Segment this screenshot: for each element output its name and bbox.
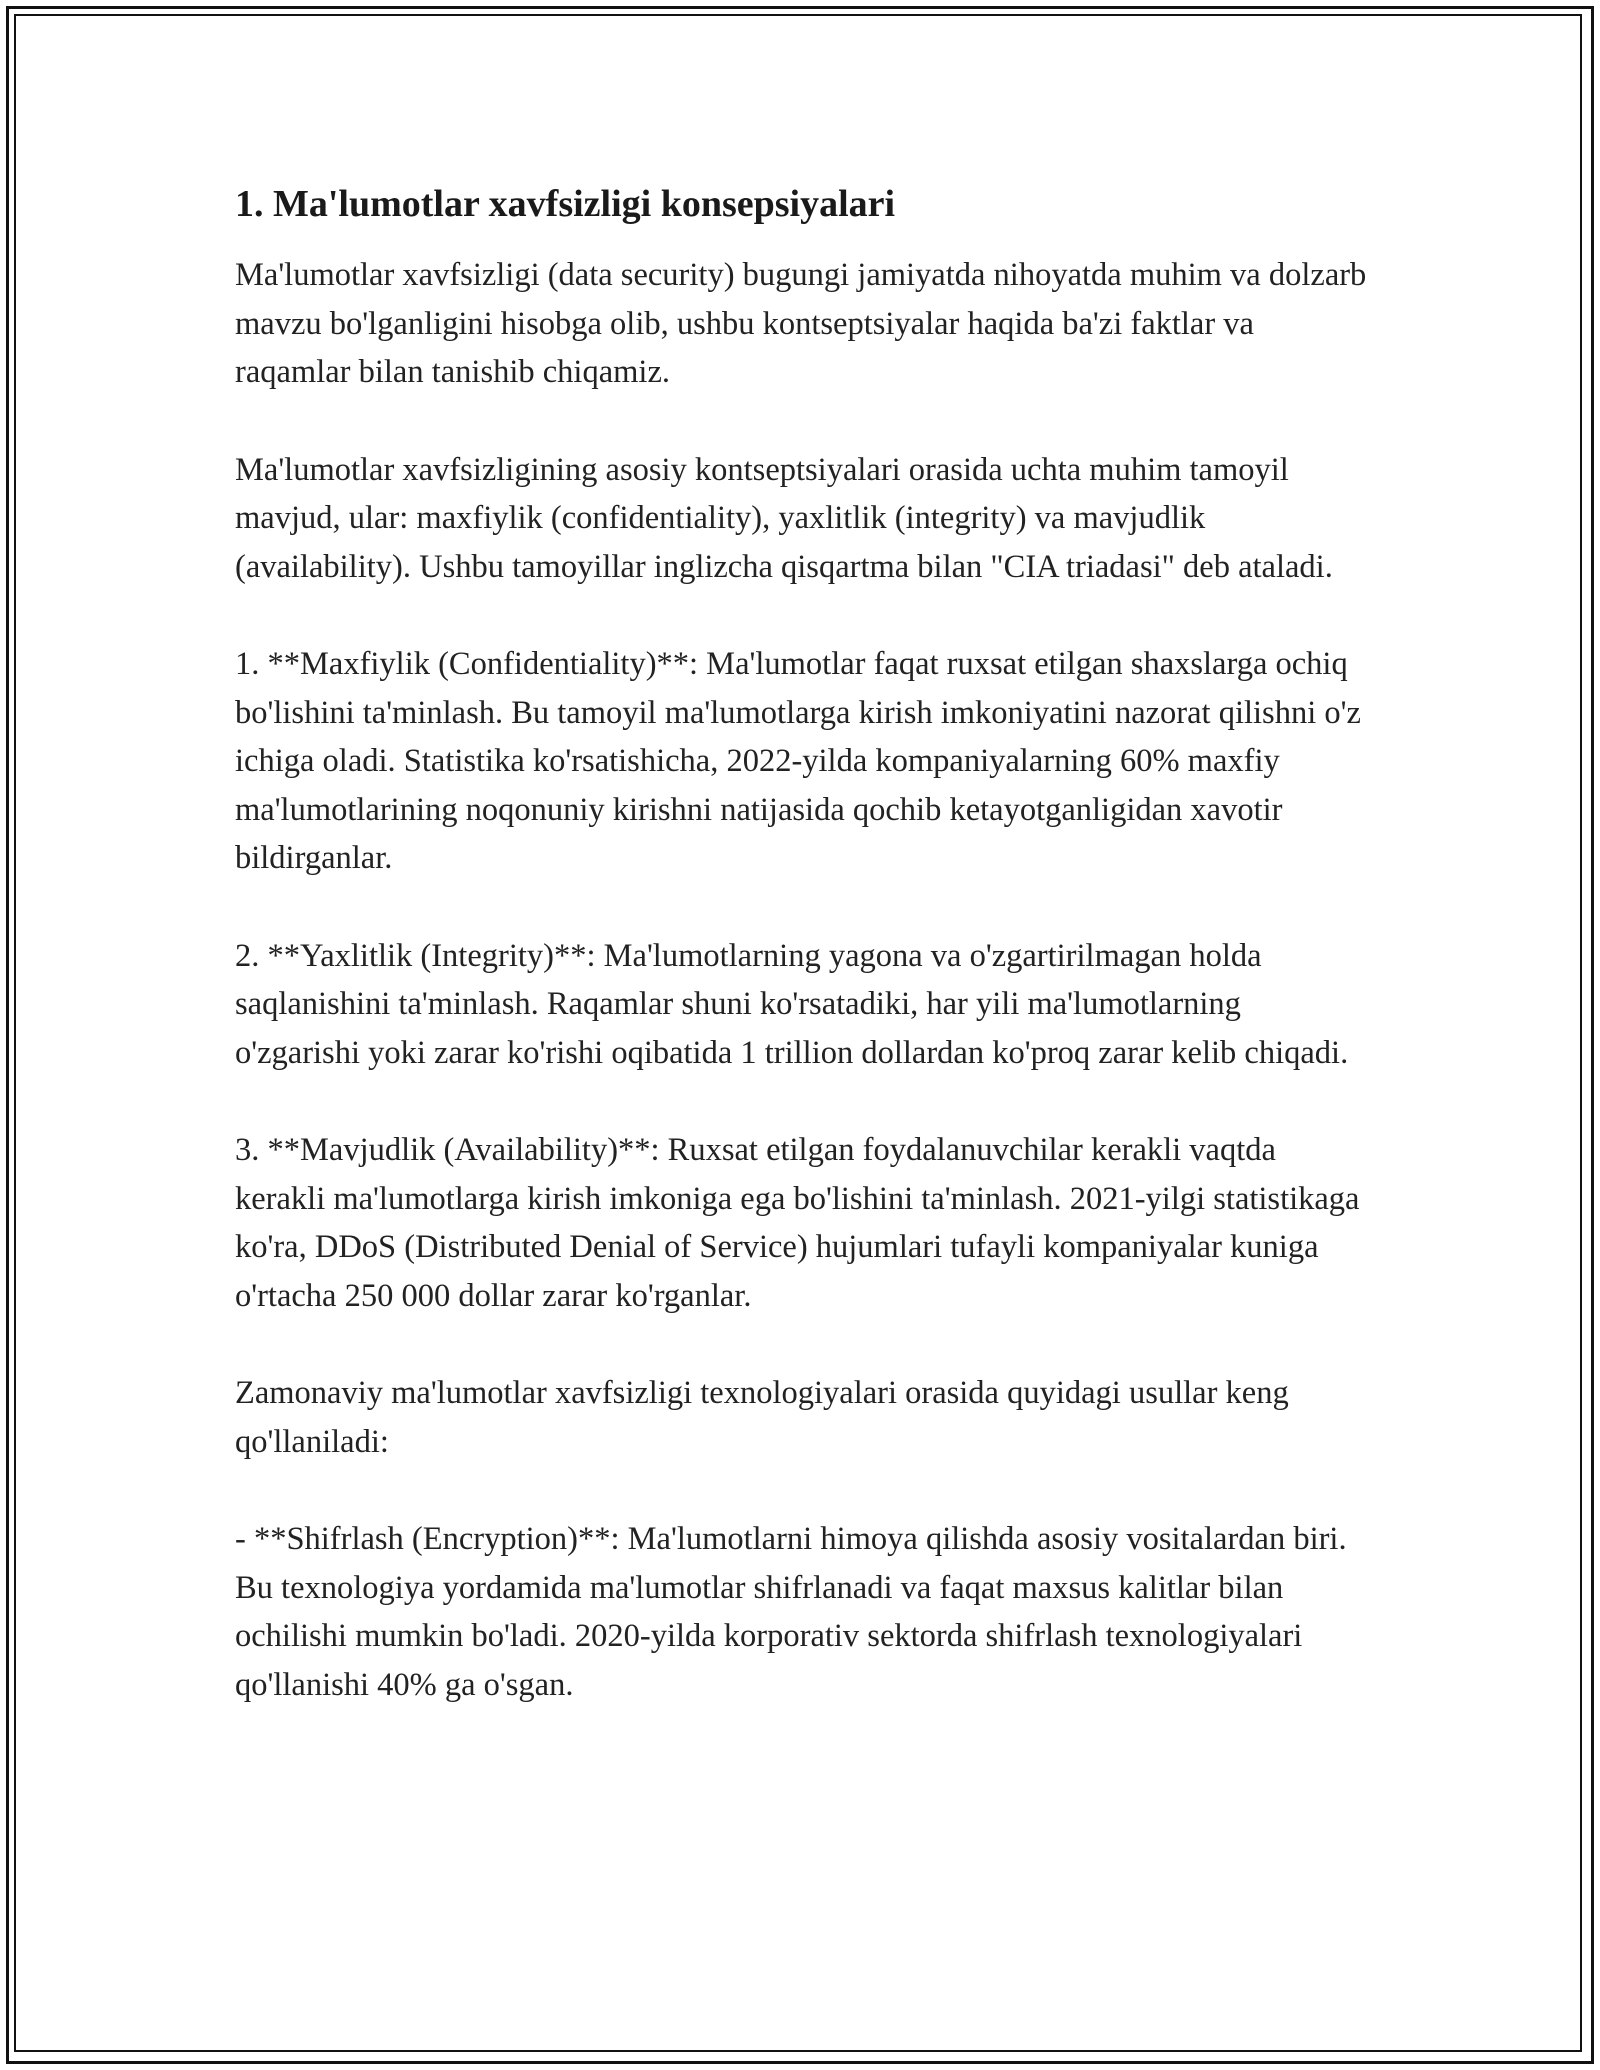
paragraph-confidentiality: 1. **Maxfiylik (Confidentiality)**: Ma'lumotlar faqat ruxsat etilgan shaxslarga ochiq bo'lishini ta'minlash. Bu tamoyil ma'lumotlarga kirish imkoniyatini nazorat qilishni o'z ichiga oladi. Statistika ko'rsatishicha, 2022-yilda kompaniyalarning 60% maxfiy ma'lumotlarining noqonuniy kirishni natijasida qochib ketayotganligidan xavotir bildirganlar. (235, 646, 1361, 877)
paragraph-availability: 3. **Mavjudlik (Availability)**: Ruxsat etilgan foydalanuvchilar kerakli vaqtda kerakli ma'lumotlarga kirish imkoniga ega bo'lishini ta'minlash. 2021-yilgi statistikaga ko'ra, DDoS (Distributed Denial of Service) hujumlari tufayli kompaniyalar kuniga o'rtacha 250 000 dollar zarar ko'rganlar. (235, 1132, 1360, 1314)
section-heading: 1. Ma'lumotlar xavfsizligi konsepsiyalari (235, 183, 896, 225)
paragraph-technologies-intro: Zamonaviy ma'lumotlar xavfsizligi texnologiyalari orasida quyidagi usullar keng qo'llaniladi: (235, 1375, 1289, 1460)
paragraph-intro: Ma'lumotlar xavfsizligi (data security) bugungi jamiyatda nihoyatda muhim va dolzarb mavzu bo'lganligini hisobga olib, ushbu kontseptsiyalar haqida ba'zi faktlar va raqamlar bilan tanishib chiqamiz. (235, 257, 1367, 391)
paragraph-cia-triad: Ma'lumotlar xavfsizligining asosiy kontseptsiyalari orasida uchta muhim tamoyil mavjud, ular: maxfiylik (confidentiality), yaxlitlik (integrity) va mavjudlik (availability). Ushbu tamoyillar inglizcha qisqartma bilan "CIA triadasi" deb ataladi. (235, 451, 1333, 585)
paragraph-encryption: - **Shifrlash (Encryption)**: Ma'lumotlarni himoya qilishda asosiy vositalardan biri. Bu texnologiya yordamida ma'lumotlar shifrlanadi va faqat maxsus kalitlar bilan ochilishi mumkin bo'ladi. 2020-yilda korporativ sektorda shifrlash texnologiyalari qo'llanishi 40% ga o'sgan. (235, 1521, 1347, 1703)
paragraph-integrity: 2. **Yaxlitlik (Integrity)**: Ma'lumotlarning yagona va o'zgartirilmagan holda saqlanishini ta'minlash. Raqamlar shuni ko'rsatadiki, har yili ma'lumotlarning o'zgarishi yoki zarar ko'rishi oqibatida 1 trillion dollardan ko'proq zarar kelib chiqadi. (235, 937, 1349, 1071)
document-body (235, 180, 1370, 1758)
